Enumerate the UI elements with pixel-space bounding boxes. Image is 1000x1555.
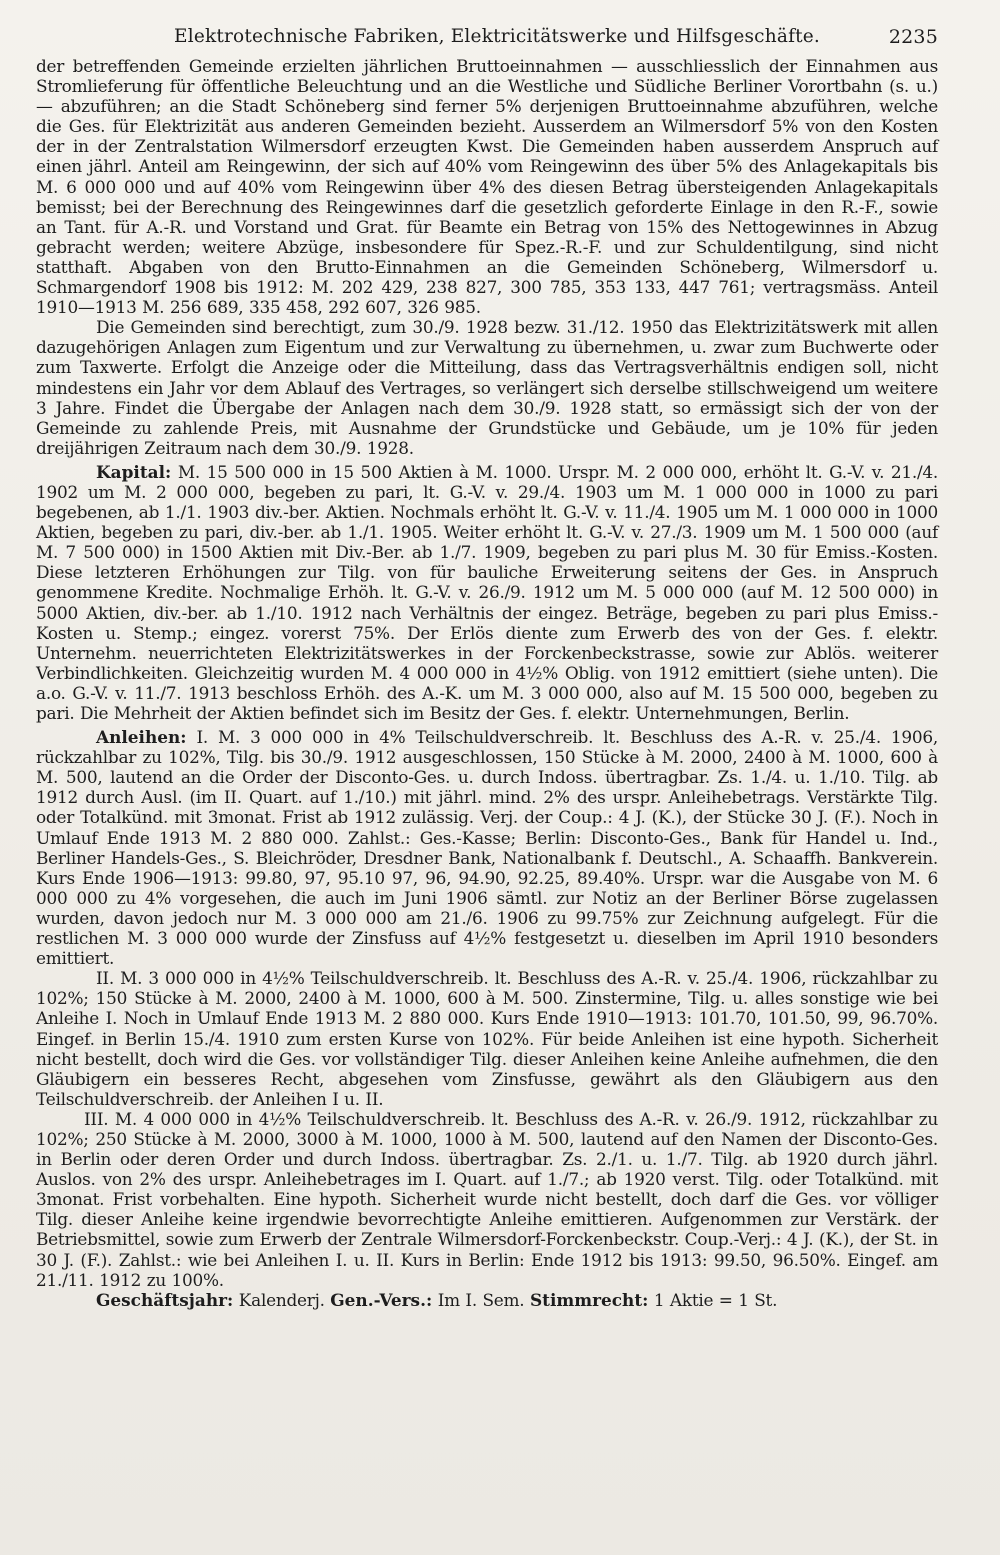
geschaeftsjahr-label: Geschäftsjahr:: [96, 1289, 234, 1310]
anleihen-label: Anleihen:: [96, 727, 187, 748]
page-header: [36, 22, 938, 56]
paragraph-takeover-rights: Die Gemeinden sind berechtigt, zum 30./9. 1928 bezw. 31./12. 1950 das Elektrizitätswerk mit allen dazugehörigen Anlagen zum Eigentum und zur Verwaltung zu übernehmen, u. zwar zum Buchwerte oder zum Taxwerte. Erfolgt die Anzeige oder die Mitteilung, dass das Vertragsverhältnis endigen soll, nicht mindestens ein Jahr vor dem Ablauf des Vertrages, so verlängert sich derselbe stillschweigend um weitere 3 Jahre. Findet die Übergabe der Anlagen nach dem 30./9. 1928 statt, so ermässigt sich der von der Gemeinde zu zahlende Preis, mit Ausnahme der Grundstücke und Gebäude, um je 10% für jeden dreijährigen Zeitraum nach dem 30./9. 1928.: [36, 317, 938, 458]
stimmrecht-value: 1 Aktie = 1 St.: [648, 1289, 778, 1310]
kapital-text: M. 15 500 000 in 15 500 Aktien à M. 1000. Urspr. M. 2 000 000, erhöht lt. G.-V. v. 21./4. 1902 um M. 2 000 000, begeben zu pari, lt. G.-V. v. 29./4. 1903 um M. 1 000 000 in 1000 zu pari begebenen, ab 1./1. 1903 div.-ber. Aktien. Nochmals erhöht lt. G.-V. v. 11./4. 1905 um M. 1 000 000 in 1000 Aktien, begeben zu pari, div.-ber. ab 1./1. 1905. Weiter erhöht lt. G.-V. v. 27./3. 1909 um M. 1 500 000 (auf M. 7 500 000) in 1500 Aktien mit Div.-Ber. ab 1./7. 1909, begeben zu pari plus M. 30 für Emiss.-Kosten. Diese letzteren Erhöhungen zur Tilg. von für bauliche Erweiterung seitens der Ges. in Anspruch genommene Kredite. Nochmalige Erhöh. lt. G.-V. v. 26./9. 1912 um M. 5 000 000 (auf M. 12 500 000) in 5000 Aktien, div.-ber. ab 1./10. 1912 nach Verhältnis der eingez. Beträge, begeben zu pari plus Emiss.-Kosten u. Stemp.; eingez. vorerst 75%. Der Erlös diente zum Erwerb des von der Ges. f. elektr. Unternehm. neuerrichteten Elektrizitätswerkes in der Forckenbeckstrasse, sowie zur Ablös. weiterer Verbindlichkeiten. Gleichzeitig wurden M. 4 000 000 in 4½% Oblig. von 1912 emittiert (siehe unten). Die a.o. G.-V. v. 11./7. 1913 beschloss Erhöh. des A.-K. um M. 3 000 000, also auf M. 15 500 000, begeben zu pari. Die Mehrheit der Aktien befindet sich im Besitz der Ges. f. elektr. Unternehmungen, Berlin.: [36, 461, 938, 723]
kapital-label: Kapital:: [96, 461, 172, 482]
body-text: [36, 56, 938, 1310]
paragraph-contract-terms: der betreffenden Gemeinde erzielten jährlichen Bruttoeinnahmen — ausschliesslich der Einnahmen aus Stromlieferung für öffentliche Beleuchtung und an die Westliche und Südliche Berliner Vorortbahn (s. u.) — abzuführen; an die Stadt Schöneberg sind ferner 5% derjenigen Bruttoeinnahme abzuführen, welche die Ges. für Elektrizität aus anderen Gemeinden bezieht. Ausserdem an Wilmersdorf 5% von den Kosten der in der Zentralstation Wilmersdorf erzeugten Kwst. Die Gemeinden haben ausserdem Anspruch auf einen jährl. Anteil am Reingewinn, der sich auf 40% vom Reingewinn des über 5% des Anlagekapitals bis M. 6 000 000 und auf 40% vom Reingewinn über 4% des diesen Betrag übersteigenden Anlagekapitals bemisst; bei der Berechnung des Reingewinnes darf die gesetzlich geforderte Einlage in den R.-F., sowie an Tant. für A.-R. und Vorstand und Grat. für Beamte ein Betrag von 15% des Nettogewinnes in Abzug gebracht werden; weitere Abzüge, insbesondere für Spez.-R.-F. und zur Schuldentilgung, sind nicht statthaft. Abgaben von den Brutto-Einnahmen an die Gemeinden Schöneberg, Wilmersdorf u. Schmargendorf 1908 bis 1912: M. 202 429, 238 827, 300 785, 353 133, 447 761; vertragsmäss. Anteil 1910—1913 M. 256 689, 335 458, 292 607, 326 985.: [36, 56, 938, 318]
anleihe-3-paragraph: III. M. 4 000 000 in 4½% Teilschuldverschreib. lt. Beschluss des A.-R. v. 26./9. 1912, rückzahlbar zu 102%; 250 Stücke à M. 2000, 3000 à M. 1000, 1000 à M. 500, lautend auf den Namen der Disconto-Ges. in Berlin oder deren Order und durch Indoss. übertragbar. Zs. 2./1. u. 1./7. Tilg. ab 1920 durch jährl. Auslos. von 2% des urspr. Anleihebetrages im I. Quart. auf 1./7.; ab 1920 verst. Tilg. oder Totalkünd. mit 3monat. Frist vorbehalten. Eine hypoth. Sicherheit wurde nicht bestellt, doch darf die Ges. vor völliger Tilg. dieser Anleihe keine irgendwie bevorrechtigte Anleihe emittieren. Aufgenommen zur Verstärk. der Betriebsmittel, sowie zum Erwerb der Zentrale Wilmersdorf-Forckenbeckstr. Coup.-Verj.: 4 J. (K.), der St. in 30 J. (F.). Zahlst.: wie bei Anleihen I. u. II. Kurs in Berlin: Ende 1912 bis 1913: 99.50, 96.50%. Eingef. am 21./11. 1912 zu 100%.: [36, 1108, 938, 1290]
section-anleihen: [36, 727, 938, 968]
stimmrecht-label: Stimmrecht:: [529, 1289, 649, 1310]
section-kapital: [36, 462, 938, 723]
anleihe-1-text: I. M. 3 000 000 in 4% Teilschuldverschreib. lt. Beschluss des A.-R. v. 25./4. 1906, rückzahlbar zu 102%, Tilg. bis 30./9. 1912 ausgeschlossen, 150 Stücke à M. 2000, 2400 à M. 1000, 600 à M. 500, lautend an die Order der Disconto-Ges. u. durch Indoss. übertragbar. Zs. 1./4. u. 1./10. Tilg. ab 1912 durch Ausl. (im II. Quart. auf 1./10.) mit jährl. mind. 2% des urspr. Anleihebetrags. Verstärkte Tilg. oder Totalkünd. mit 3monat. Frist ab 1912 zulässig. Verj. der Coup.: 4 J. (K.), der Stücke 30 J. (F.). Noch in Umlauf Ende 1913 M. 2 880 000. Zahlst.: Ges.-Kasse; Berlin: Disconto-Ges., Bank für Handel u. Ind., Berliner Handels-Ges., S. Bleichröder, Dresdner Bank, Nationalbank f. Deutschl., A. Schaaffh. Bankverein. Kurs Ende 1906—1913: 99.80, 97, 95.10 97, 96, 94.90, 92.25, 89.40%. Urspr. war die Ausgabe von M. 6 000 000 zu 4% vorgesehen, die auch im Juni 1906 sämtl. zur Notiz an der Berliner Börse zugelassen wurden, davon jedoch nur M. 3 000 000 am 21./6. 1906 zu 99.75% zur Zeichnung aufgelegt. Für die restlichen M. 3 000 000 wurde der Zinsfuss auf 4½% festgesetzt u. dieselben im April 1910 besonders emittiert.: [36, 727, 938, 969]
anleihe-2-paragraph: II. M. 3 000 000 in 4½% Teilschuldverschreib. lt. Beschluss des A.-R. v. 25./4. 1906, rückzahlbar zu 102%; 150 Stücke à M. 2000, 2400 à M. 1000, 600 à M. 500. Zinstermine, Tilg. u. alles sonstige wie bei Anleihe I. Noch in Umlauf Ende 1913 M. 2 880 000. Kurs Ende 1910—1913: 101.70, 101.50, 99, 96.70%. Eingef. in Berlin 15./4. 1910 zum ersten Kurse von 102%. Für beide Anleihen ist eine hypoth. Sicherheit nicht bestellt, doch wird die Ges. vor vollständiger Tilg. dieser Anleihen keine Anleihe aufnehmen, die den Gläubigern ein besseres Recht, abgesehen vom Zinsfusse, gewährt als den Gläubigern aus den Teilschuldverschreib. der Anleihen I u. II.: [36, 968, 938, 1109]
gen-vers-label: Gen.-Vers.:: [330, 1289, 433, 1310]
gen-vers-value: Im I. Sem.: [432, 1289, 530, 1310]
page-number: 2235: [888, 26, 938, 48]
running-title: Elektrotechnische Fabriken, Elektricitätswerke und Hilfsgeschäfte.: [174, 26, 821, 47]
footer-line: [36, 1290, 938, 1310]
geschaeftsjahr-value: Kalenderj.: [233, 1289, 331, 1310]
